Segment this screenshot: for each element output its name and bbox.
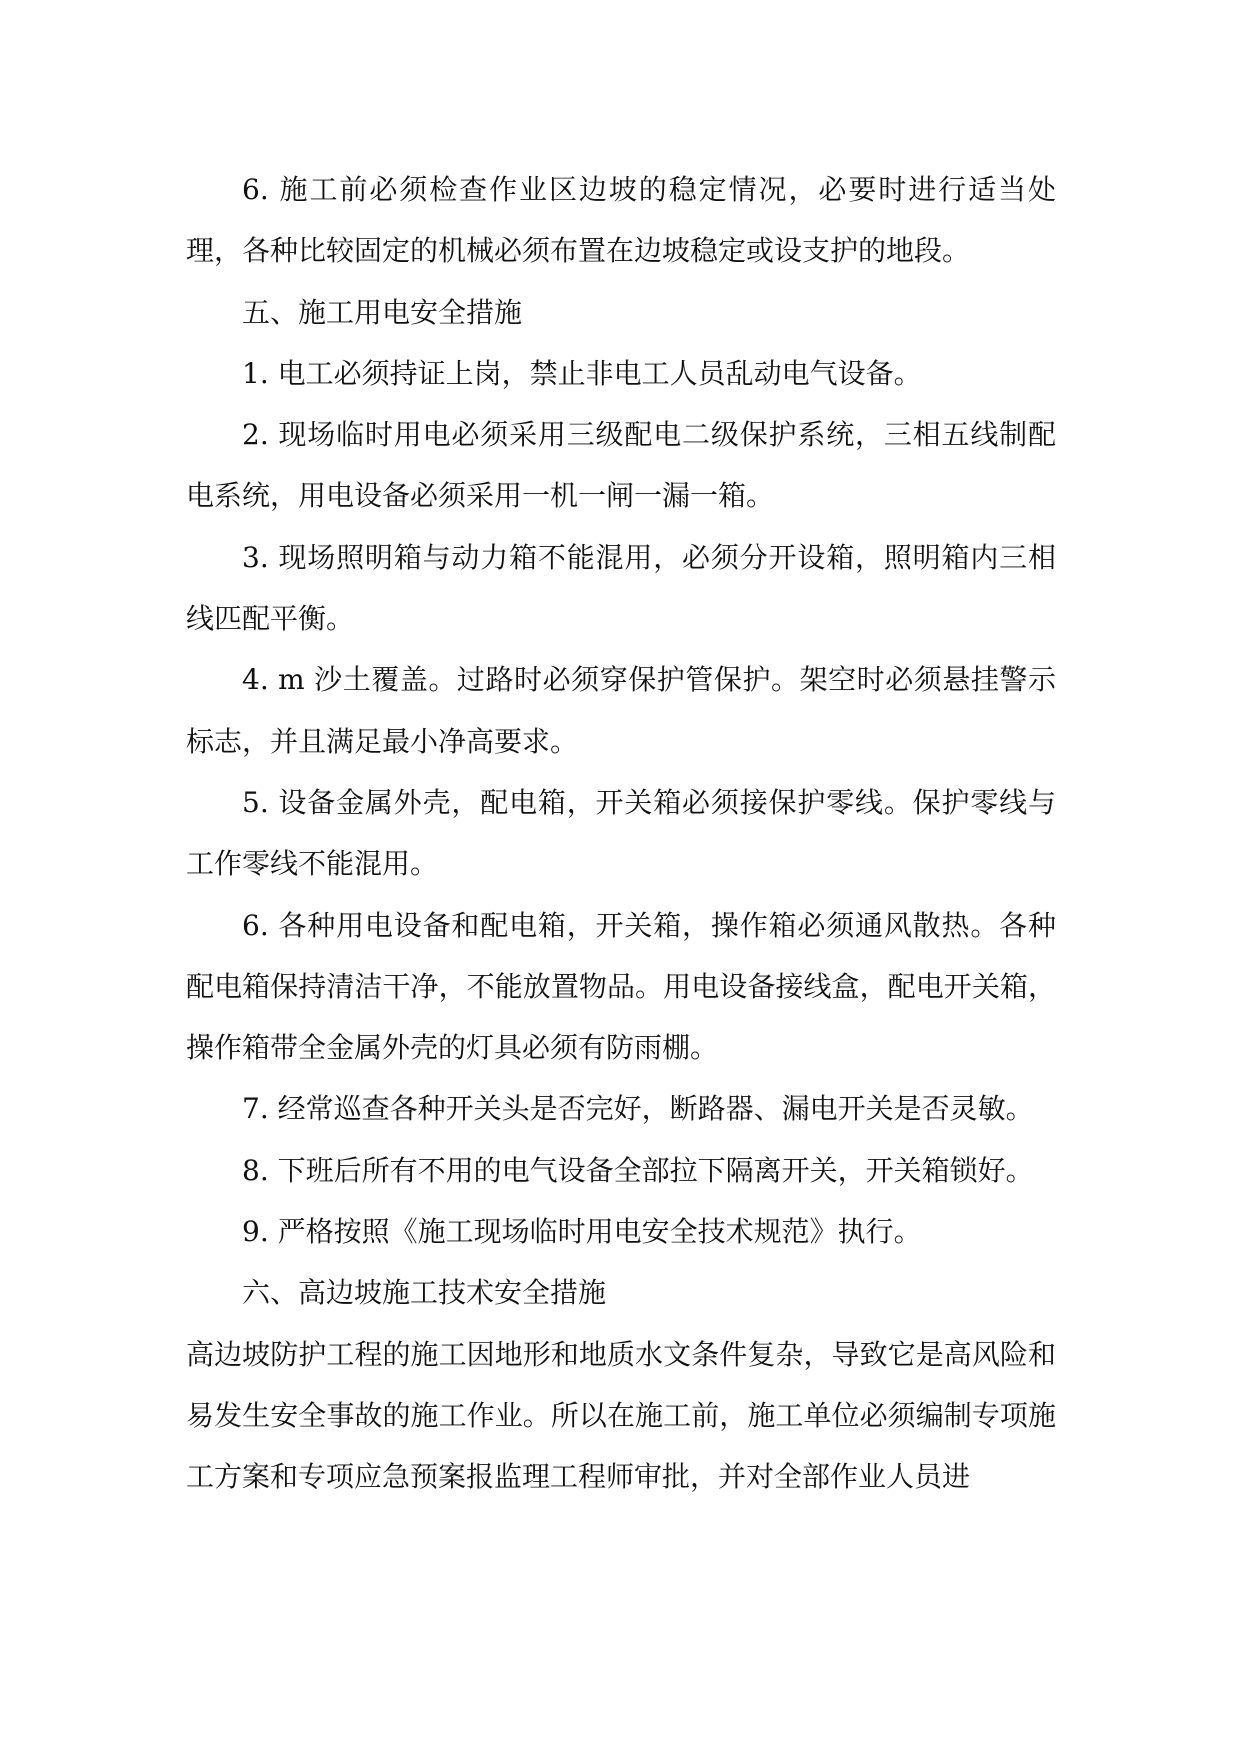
section-heading-high-slope-safety: 六、高边坡施工技术安全措施 [242, 1276, 607, 1310]
paragraph-item-7: 7. 经常巡查各种开关头是否完好，断路器、漏电开关是否灵敏。 [242, 1092, 1034, 1126]
paragraph-item-4: 4. m 沙土覆盖。过路时必须穿保护管保护。架空时必须悬挂警示标志，并且满足最小净高要求。 [186, 663, 1056, 758]
paragraph-item-2: 2. 现场临时用电必须采用三级配电二级保护系统，三相五线制配电系统，用电设备必须采用一机一闸一漏一箱。 [186, 418, 1056, 513]
paragraph-item-9: 9. 严格按照《施工现场临时用电安全技术规范》执行。 [242, 1215, 922, 1249]
document-body [186, 159, 1056, 1508]
paragraph-item-6-slope-check: 6. 施工前必须检查作业区边坡的稳定情况，必要时进行适当处理，各种比较固定的机械必须布置在边坡稳定或设支护的地段。 [186, 173, 1056, 268]
paragraph-item-1: 1. 电工必须持证上岗，禁止非电工人员乱动电气设备。 [242, 356, 922, 390]
paragraph-item-3: 3. 现场照明箱与动力箱不能混用，必须分开设箱，照明箱内三相线匹配平衡。 [186, 540, 1056, 636]
paragraph-high-slope-body: 高边坡防护工程的施工因地形和地质水文条件复杂，导致它是高风险和易发生安全事故的施工作业。所以在施工前，施工单位必须编制专项施工方案和专项应急预案报监理工程师审批，并对全部作业人员进 [186, 1337, 1056, 1494]
paragraph-item-5: 5. 设备金属外壳，配电箱，开关箱必须接保护零线。保护零线与工作零线不能混用。 [186, 785, 1056, 881]
section-heading-electricity-safety: 五、施工用电安全措施 [242, 295, 523, 329]
paragraph-item-6: 6. 各种用电设备和配电箱，开关箱，操作箱必须通风散热。各种配电箱保持清洁干净，不能放置物品。用电设备接线盒，配电开关箱，操作箱带全金属外壳的灯具必须有防雨棚。 [186, 908, 1056, 1065]
paragraph-item-8: 8. 下班后所有不用的电气设备全部拉下隔离开关，开关箱锁好。 [242, 1153, 1034, 1187]
